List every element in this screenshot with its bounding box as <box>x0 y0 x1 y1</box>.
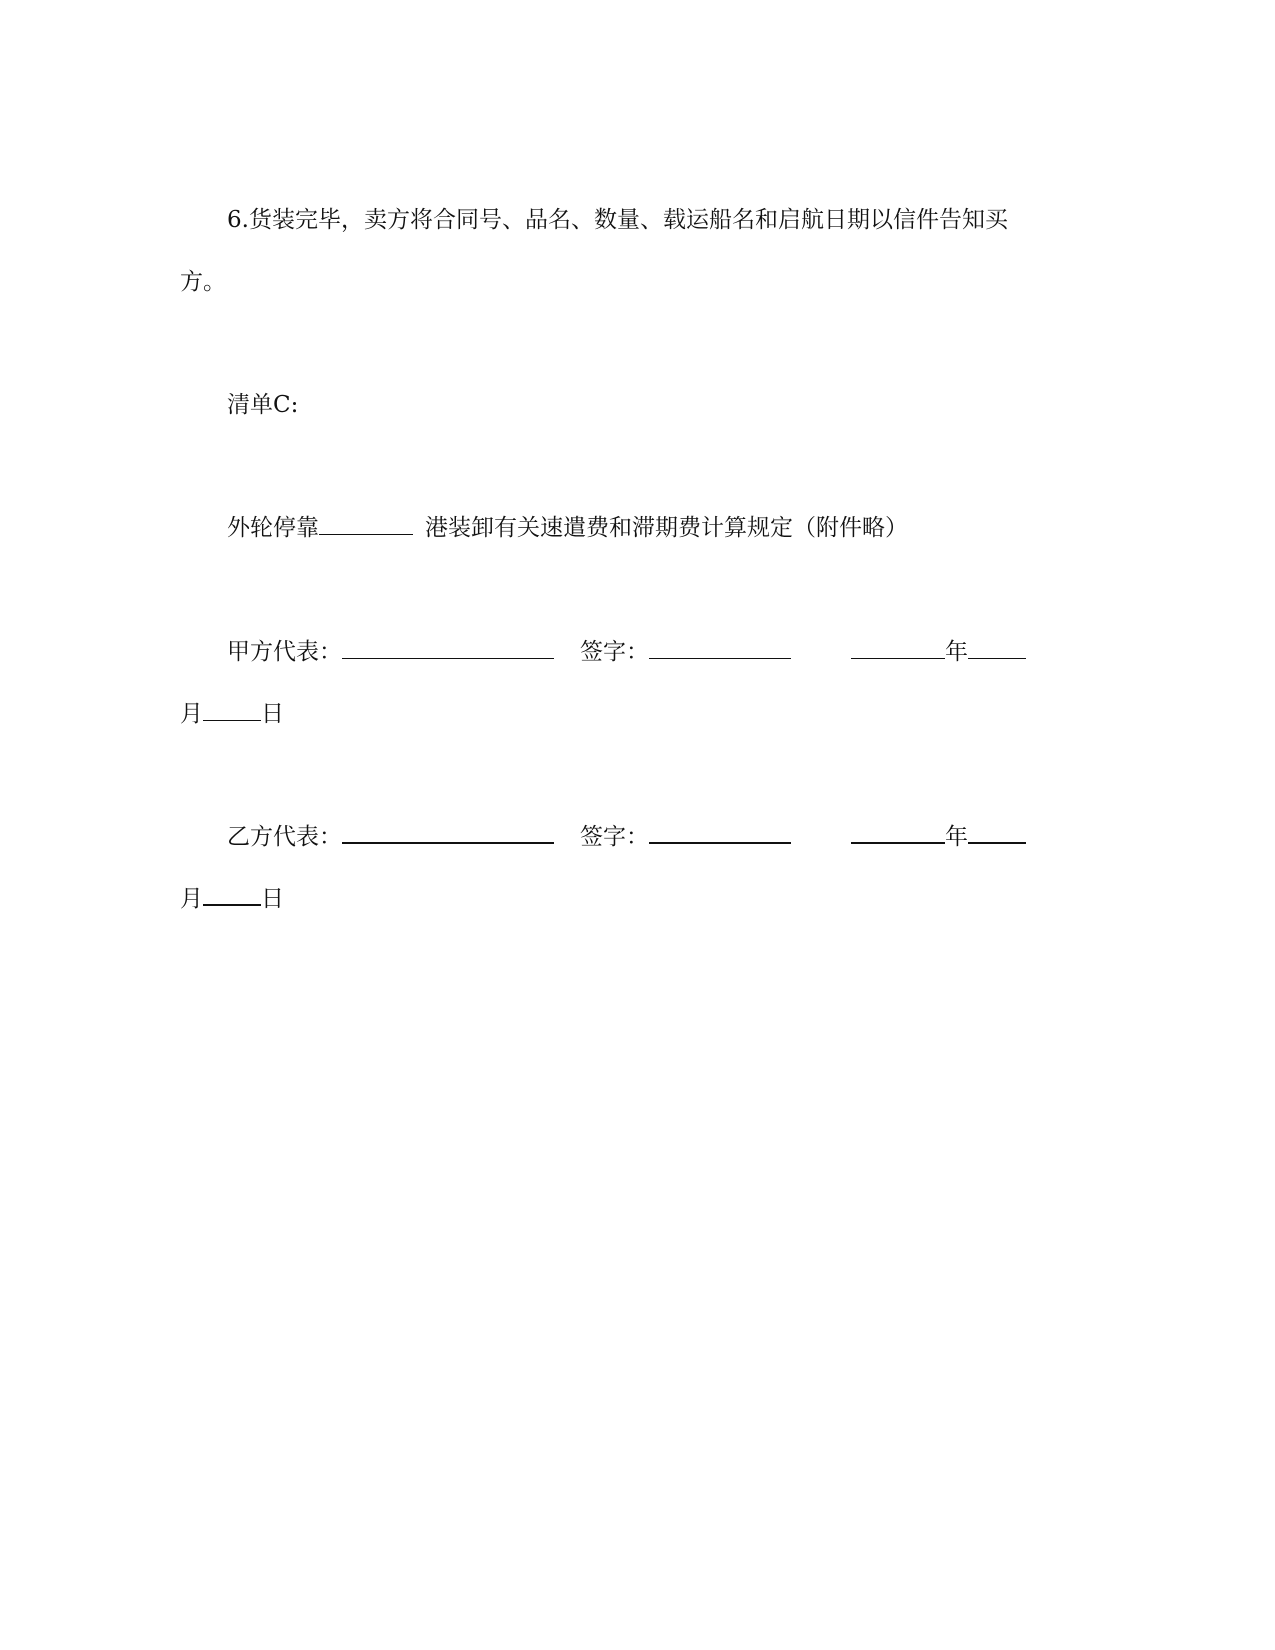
party-a-year-label: 年 <box>945 639 968 665</box>
party-b-date-line <box>180 884 284 914</box>
party-a-rep-blank[interactable] <box>342 638 554 659</box>
party-a-year-blank[interactable] <box>851 638 945 659</box>
party-b-day-blank[interactable] <box>203 884 261 906</box>
party-b-year-blank[interactable] <box>851 822 945 844</box>
paragraph-6-continuation: 方。 <box>180 269 226 295</box>
party-b-month-blank[interactable] <box>968 822 1026 844</box>
port-rule-suffix: 港装卸有关速遣费和滞期费计算规定（附件略） <box>425 515 908 541</box>
port-rule-prefix: 外轮停靠 <box>227 515 319 541</box>
party-b-rep-blank[interactable] <box>342 822 554 844</box>
party-b-sign-blank[interactable] <box>649 822 791 844</box>
party-a-rep-label: 甲方代表： <box>227 639 342 665</box>
party-b-year-label: 年 <box>945 824 968 850</box>
party-a-month-label: 月 <box>180 701 203 727</box>
paragraph-6-text: 6.货装完毕，卖方将合同号、品名、数量、载运船名和启航日期以信件告知买 <box>227 207 1008 233</box>
party-a-month-blank[interactable] <box>968 638 1026 659</box>
paragraph-6-line-1 <box>227 205 1008 235</box>
port-name-blank[interactable] <box>319 514 413 535</box>
party-a-day-blank[interactable] <box>203 700 261 721</box>
party-a-date-line <box>180 699 284 729</box>
party-b-day-label: 日 <box>261 886 284 912</box>
party-b-signature-line <box>227 822 1026 852</box>
party-a-sign-blank[interactable] <box>649 638 791 659</box>
paragraph-6-line-2 <box>180 267 226 297</box>
party-a-signature-line <box>227 637 1026 667</box>
list-c-heading <box>227 390 298 420</box>
party-b-month-label: 月 <box>180 886 203 912</box>
port-rule-line <box>227 513 908 543</box>
party-a-sign-label: 签字： <box>580 639 649 665</box>
party-a-day-label: 日 <box>261 701 284 727</box>
party-b-sign-label: 签字： <box>580 824 649 850</box>
list-c-label: 清单C: <box>227 392 299 418</box>
party-b-rep-label: 乙方代表： <box>227 824 342 850</box>
